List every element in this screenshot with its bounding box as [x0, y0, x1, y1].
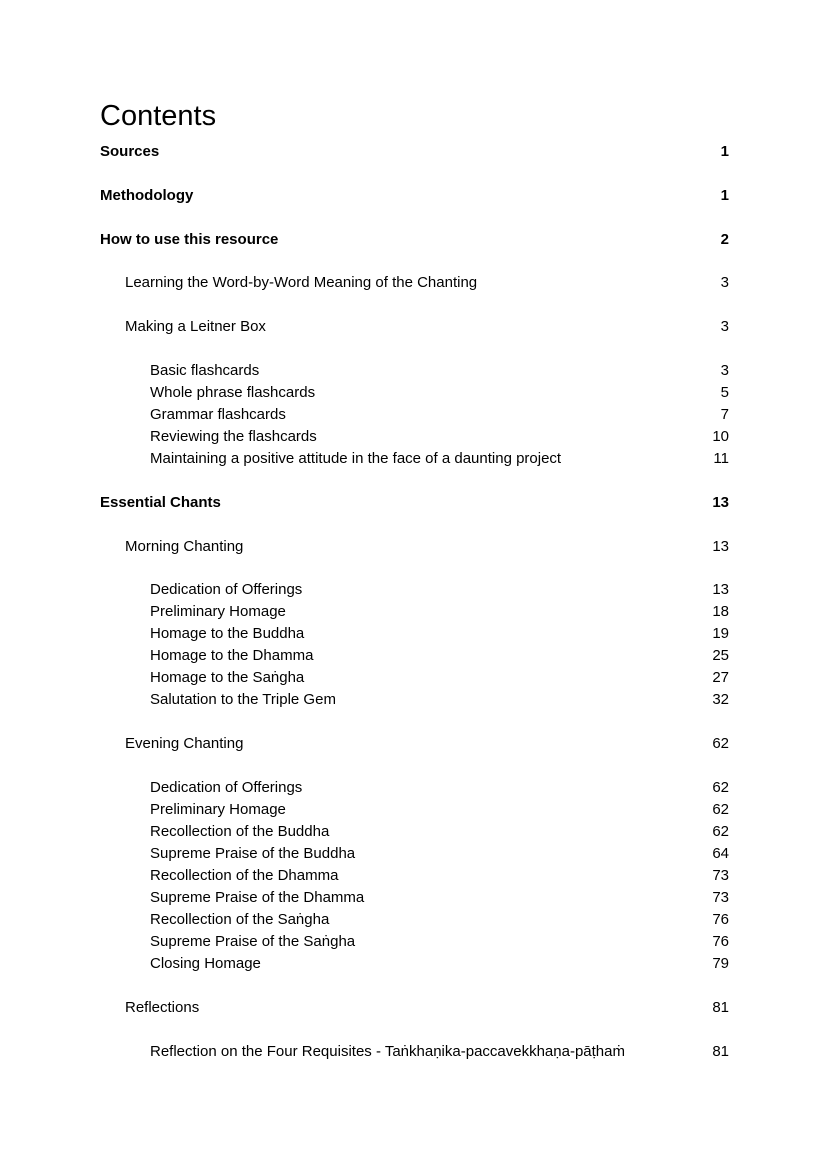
toc-entry-label: Grammar flashcards	[150, 405, 286, 423]
toc-entry-label: Supreme Praise of the Buddha	[150, 844, 356, 862]
toc-entry-page: 3	[720, 318, 729, 336]
toc-entry[interactable]	[100, 645, 729, 667]
toc-entry[interactable]	[100, 579, 729, 601]
toc-entry-page: 32	[712, 691, 729, 709]
toc-entry-label: Sources	[100, 143, 160, 160]
toc-entry-label: Supreme Praise of the Dhamma	[150, 888, 365, 906]
toc-entry-page: 18	[712, 603, 729, 621]
toc-entry-label: Making a Leitner Box	[125, 318, 266, 336]
toc-entry-page: 7	[720, 405, 729, 423]
toc-entry[interactable]	[100, 931, 729, 953]
toc-entry-label: Homage to the Saṅgha	[150, 669, 305, 687]
toc-entry[interactable]	[100, 997, 729, 1019]
toc-entry-label: Methodology	[100, 186, 194, 204]
toc-entry[interactable]	[100, 777, 729, 799]
toc-entry[interactable]	[100, 601, 729, 623]
toc-entry-page: 73	[712, 888, 729, 906]
toc-entry-page: 62	[712, 735, 729, 753]
toc-entry-page: 1	[720, 186, 729, 204]
toc-entry[interactable]	[100, 448, 729, 470]
toc-entry-page: 76	[712, 932, 729, 950]
toc-entry-page: 62	[712, 822, 729, 840]
toc-entry-label: Reviewing the flashcards	[150, 427, 317, 445]
toc-entry[interactable]	[100, 404, 729, 426]
toc-entry-label: Recollection of the Buddha	[150, 822, 330, 840]
table-of-contents	[100, 141, 729, 1063]
toc-entry-label: Maintaining a positive attitude in the face of a daunting project	[150, 449, 562, 467]
toc-entry-page: 64	[712, 844, 729, 862]
toc-entry-label: Evening Chanting	[125, 735, 244, 753]
toc-entry-label: Basic flashcards	[150, 361, 260, 379]
toc-entry-page: 13	[712, 581, 729, 599]
toc-entry-page: 19	[712, 625, 729, 643]
toc-entry-page: 13	[712, 537, 729, 555]
toc-entry[interactable]	[100, 229, 729, 251]
toc-entry-page: 81	[712, 998, 729, 1016]
toc-entry-label: Preliminary Homage	[150, 800, 286, 818]
toc-entry-label: Supreme Praise of the Saṅgha	[150, 932, 356, 950]
toc-entry[interactable]	[100, 821, 729, 843]
toc-entry[interactable]	[100, 360, 729, 382]
page-title: Contents	[100, 100, 217, 132]
toc-entry-page: 76	[712, 910, 729, 928]
toc-entry-label: Dedication of Offerings	[150, 581, 303, 599]
toc-entry[interactable]	[100, 623, 729, 645]
toc-entry-page: 81	[712, 1042, 729, 1060]
toc-entry-page: 2	[720, 230, 729, 248]
toc-entry[interactable]	[100, 667, 729, 689]
toc-entry-label: Recollection of the Saṅgha	[150, 910, 330, 928]
toc-entry-label: Reflections	[125, 998, 200, 1016]
toc-entry-label: Whole phrase flashcards	[150, 383, 316, 401]
toc-entry-page: 62	[712, 778, 729, 796]
toc-entry[interactable]	[100, 1041, 729, 1063]
toc-entry-label: Salutation to the Triple Gem	[150, 691, 336, 709]
toc-entry[interactable]	[100, 382, 729, 404]
toc-entry-label: Dedication of Offerings	[150, 778, 303, 796]
toc-entry-page: 11	[713, 449, 729, 467]
toc-entry-label: Reflection on the Four Requisites - Taṅkhaṇika-paccavekkhaṇa-pāṭhaṁ	[150, 1042, 625, 1060]
toc-entry-label: Recollection of the Dhamma	[150, 866, 339, 884]
toc-entry-label: Learning the Word-by-Word Meaning of the Chanting	[125, 274, 478, 292]
toc-entry-page: 3	[720, 274, 729, 292]
toc-entry-label: Homage to the Buddha	[150, 625, 305, 643]
toc-entry[interactable]	[100, 733, 729, 755]
toc-entry-page: 1	[720, 143, 729, 160]
toc-entry[interactable]	[100, 426, 729, 448]
toc-entry[interactable]	[100, 141, 729, 163]
toc-entry-label: Closing Homage	[150, 954, 261, 972]
toc-entry[interactable]	[100, 887, 729, 909]
toc-entry-page: 3	[720, 361, 729, 379]
toc-entry-page: 13	[712, 493, 729, 511]
toc-entry-page: 73	[712, 866, 729, 884]
toc-entry[interactable]	[100, 953, 729, 975]
toc-entry-page: 62	[712, 800, 729, 818]
toc-entry[interactable]	[100, 909, 729, 931]
toc-entry-page: 10	[712, 427, 729, 445]
toc-entry-label: How to use this resource	[100, 230, 279, 248]
toc-entry[interactable]	[100, 799, 729, 821]
toc-entry[interactable]	[100, 689, 729, 711]
toc-entry[interactable]	[100, 536, 729, 558]
toc-entry[interactable]	[100, 843, 729, 865]
toc-entry-page: 79	[712, 954, 729, 972]
toc-entry[interactable]	[100, 865, 729, 887]
toc-entry[interactable]	[100, 272, 729, 294]
toc-entry-page: 25	[712, 647, 729, 665]
toc-entry-label: Essential Chants	[100, 493, 221, 511]
toc-entry-label: Morning Chanting	[125, 537, 244, 555]
toc-entry[interactable]	[100, 492, 729, 514]
toc-entry-page: 27	[712, 669, 729, 687]
toc-entry-label: Homage to the Dhamma	[150, 647, 314, 665]
toc-entry-label: Preliminary Homage	[150, 603, 286, 621]
toc-entry-page: 5	[720, 383, 729, 401]
toc-entry[interactable]	[100, 185, 729, 207]
toc-entry[interactable]	[100, 316, 729, 338]
